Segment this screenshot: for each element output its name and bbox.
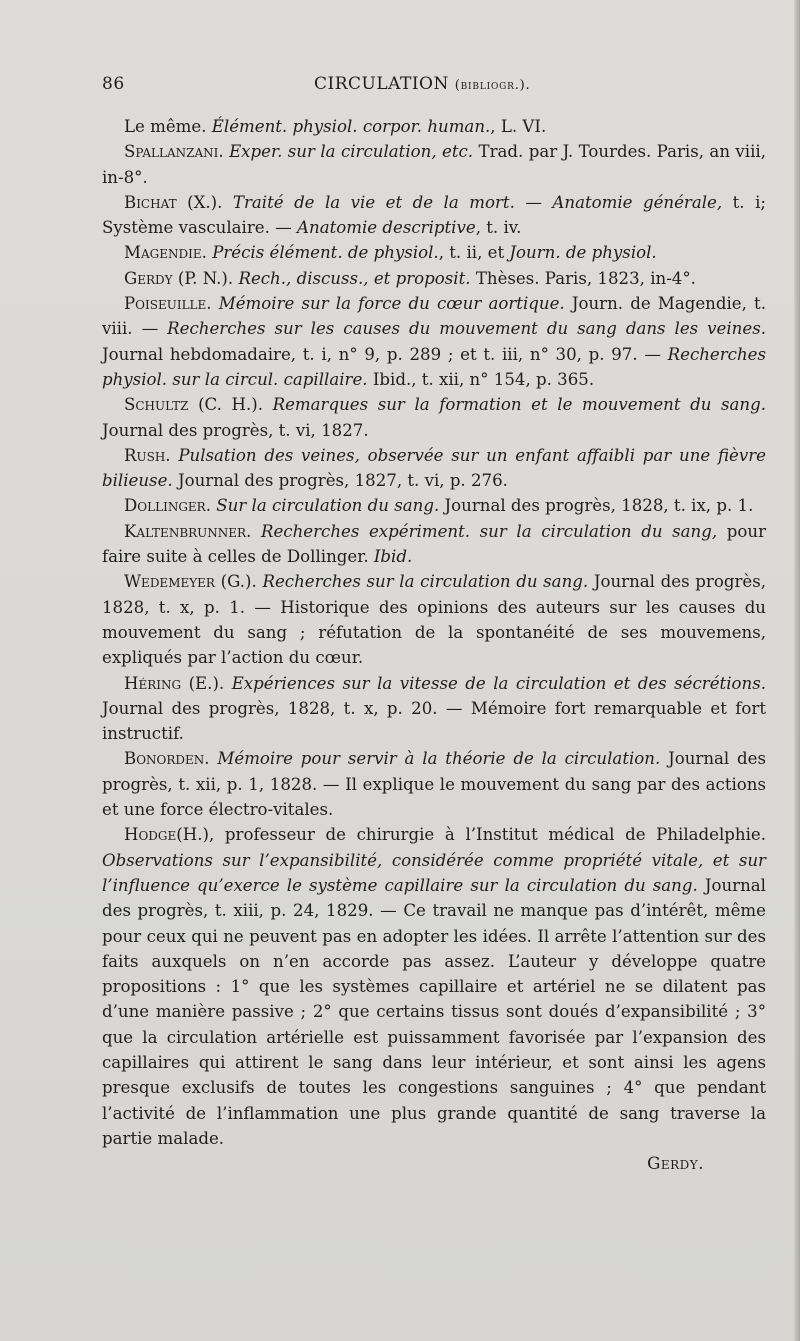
bibliography-entry — [102, 139, 766, 190]
entry-text — [251, 522, 261, 541]
bibliography-entry — [102, 519, 766, 570]
entry-text: pour faire suite à celles de Dollinger. — [102, 521, 766, 567]
entry-title: Recherches sur la circulation du sang. — [262, 572, 589, 592]
bibliography-entry — [102, 240, 766, 265]
entry-title: Ibid. — [373, 547, 413, 567]
entry-text: t. i; Système vasculaire. — — [102, 192, 766, 238]
entry-author: Hodge — [124, 825, 177, 845]
entry-text: Journal des progrès, t. xii, p. 1, 1828. — Il explique le mouvement du sang par des actions et une force électro-vitales. — [102, 749, 766, 820]
entry-title: Recherches expériment. sur la circulation du sang, — [260, 521, 718, 541]
bibliography-entry — [102, 291, 766, 392]
entry-title: Sur la circulation du sang. — [216, 496, 440, 516]
signature: Gerdy. — [647, 1154, 704, 1174]
entry-author: Wedemeyer — [124, 572, 215, 592]
bibliography-entry — [102, 190, 766, 241]
entry-text: Journal des progrès, t. vi, 1827. — [102, 420, 369, 440]
bibliography-entry — [102, 493, 766, 518]
bibliography-entry — [102, 569, 766, 670]
entry-title: Remarques sur la formation et le mouvement du sang. — [272, 395, 766, 415]
bibliography-entry — [102, 671, 766, 747]
entry-text — [212, 294, 219, 313]
entry-title: Pulsation des veines, observée sur un enfant affaibli par une fièvre bilieuse. — [102, 445, 766, 491]
entry-text: — — [514, 192, 553, 212]
entry-title: Mémoire pour servir à la théorie de la circulation. — [217, 749, 661, 769]
entry-author: Héring — [124, 673, 182, 693]
entry-text: Journal des progrès, 1828, t. ix, p. 1. — [439, 496, 754, 516]
entry-title: Traité de la vie et de la mort. — [232, 192, 515, 212]
entry-title: Mémoire sur la force du cœur aortique. — [218, 294, 565, 314]
entry-text: , t. ii, et — [438, 243, 510, 263]
entry-text: Journal des progrès, t. xiii, p. 24, 1829. — Ce travail ne manque pas d’intérêt, même pour ceux qui ne peuvent pas en adopter les idées. Il arrête l’attention sur des faits auxquels on n’en accorde pas assez. L’auteur y développe quatre propositions : 1° que les systèmes capillaire et artériel ne se dilatent pas d’une manière passive ; 2° que certains tissus sont doués d’expansibilité ; 3° que la circulation artérielle est puissamment favorisée par l’expansion des capillaires qui attirent le sang dans leur intérieur, et sont ainsi les agens presque exclusifs de toutes les congestions sanguines ; 4° que pendant l’activité de l’inflammation une plus grande quantité de sang traverse la partie malade. — [102, 875, 766, 1148]
entry-text: (X.). — [176, 192, 233, 212]
entry-author: Rush. — [124, 445, 171, 465]
entry-title: Anatomie descriptive — [297, 218, 476, 238]
entry-text: (H.), professeur de chirurgie à l’Institut médical de Philadelphie. — [176, 825, 766, 845]
entry-title: Précis élément. de physiol. — [212, 243, 439, 263]
entry-author: Bonorden. — [124, 749, 210, 769]
entry-author: Magendie. — [124, 243, 207, 263]
entry-author: Spallanzani. — [124, 142, 224, 162]
entry-author: Bichat — [124, 192, 177, 212]
entry-text: (E.). — [181, 673, 232, 693]
bibliography-entries — [102, 114, 766, 1151]
entry-author: Dollinger. — [124, 496, 211, 516]
entry-text: (P. N.). — [172, 268, 239, 288]
entry-text: Journal des progrès, 1827, t. vi, p. 276. — [172, 471, 508, 491]
running-title-main: CIRCULATION — [314, 74, 449, 94]
entry-text: , L. VI. — [490, 117, 547, 136]
entry-title: Recherches physiol. sur la circul. capillaire. — [102, 344, 766, 389]
entry-text: Ibid., t. xii, n° 154, p. 365. — [367, 369, 595, 389]
entry-title: Exper. sur la circulation, etc. — [229, 142, 474, 162]
page-edge — [794, 0, 800, 1341]
bibliography-entry — [102, 443, 766, 494]
entry-author: Kaltenbrunner. — [124, 521, 252, 541]
bibliography-entry — [102, 746, 766, 822]
bibliography-text — [102, 114, 766, 1176]
bibliography-entry — [102, 114, 766, 139]
entry-text: Journ. de Magendie, t. viii. — — [102, 294, 766, 339]
entry-text: (G.). — [214, 572, 263, 592]
entry-title: Expériences sur la vitesse de la circulation et des sécrétions. — [231, 673, 766, 693]
entry-text: Thèses. Paris, 1823, in-4°. — [470, 268, 696, 288]
bibliography-entry — [102, 392, 766, 443]
entry-text: Le même. — [124, 117, 212, 136]
entry-text: Journal des progrès, 1828, t. x, p. 20. — Mémoire fort remarquable et fort instructif. — [102, 698, 766, 744]
running-title-sub: (bibliogr.). — [454, 78, 531, 93]
entry-title: Rech., discuss., et proposit. — [238, 268, 471, 288]
entry-author: Gerdy — [124, 268, 173, 288]
entry-title: Élément. physiol. corpor. human. — [211, 117, 491, 136]
running-header — [102, 74, 764, 102]
entry-title: Recherches sur les causes du mouvement du sang dans les veines. — [167, 319, 766, 339]
entry-title: Anatomie générale, — [552, 192, 723, 212]
entry-text: Journal des progrès, 1828, t. x, p. 1. — Historique des opinions des auteurs sur les causes du mouvement du sang ; réfutation de la spontanéité de ses mouvemens, expliqués par l’action du cœur. — [102, 572, 766, 668]
entry-text: Journal hebdomadaire, t. i, n° 9, p. 289 ; et t. iii, n° 30, p. 97. — — [102, 344, 668, 364]
entry-text: , t. iv. — [475, 218, 522, 238]
entry-title: Journ. de physiol. — [509, 243, 657, 263]
entry-title: Observations sur l’expansibilité, considérée comme propriété vitale, et sur l’influence qu’exerce le système capillaire sur la circulation du sang. — [102, 850, 766, 895]
bibliography-entry — [102, 822, 766, 1151]
bibliography-entry — [102, 266, 766, 291]
entry-author: Poiseuille. — [124, 294, 212, 314]
entry-text: Trad. par J. Tourdes. Paris, an viii, in-8°. — [102, 142, 766, 187]
entry-author: Schultz — [124, 395, 189, 415]
entry-text: (C. H.). — [188, 395, 273, 415]
page-number: 86 — [102, 74, 125, 94]
running-title — [314, 74, 530, 94]
